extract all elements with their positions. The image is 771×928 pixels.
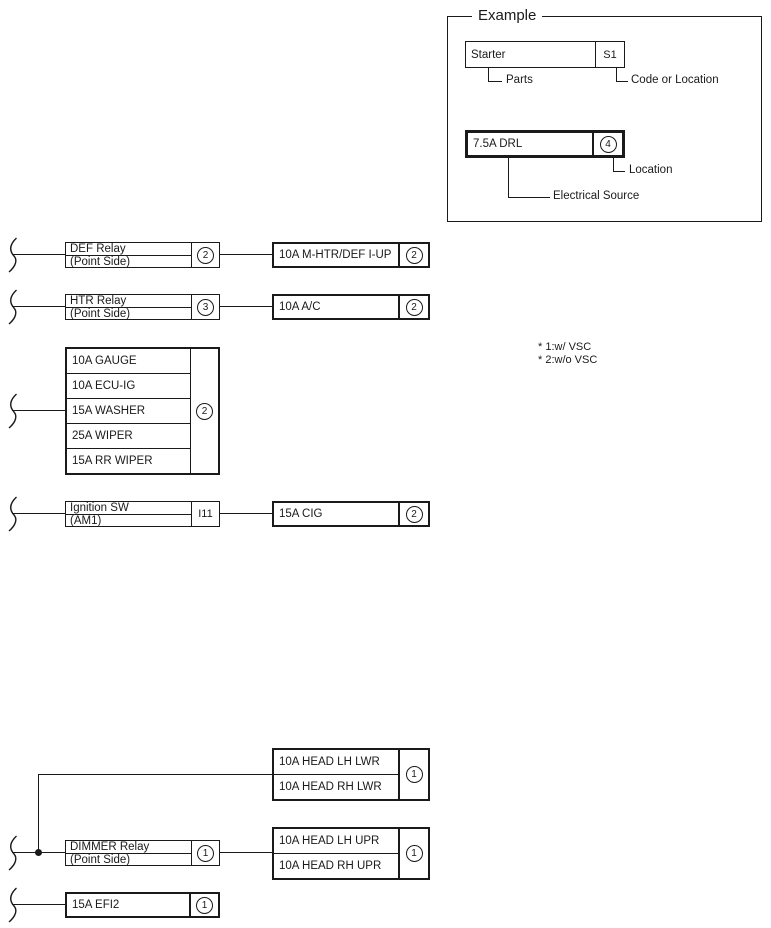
location-circle: 2 [406,299,423,316]
head-upr-labels [274,829,398,878]
callout-line [613,158,614,171]
code-text: I11 [198,508,213,520]
parts-caption: Parts [506,74,533,86]
dimmer-relay-box [65,840,220,866]
wire-break-icon [5,393,19,429]
fuse-name: 15A WASHER [67,399,190,424]
fuse-name: 10A M-HTR/DEF I-UP [279,249,392,261]
head-lwr-labels [274,750,398,799]
fuse-location-cell [398,829,428,878]
location-circle: 2 [406,506,423,523]
fuse-name: 10A HEAD LH UPR [274,829,398,854]
wire [12,852,65,853]
head-upr-fuse-box [272,827,430,880]
wire [220,513,272,514]
fuse-stack-location-cell [190,349,218,473]
fuse-name: 10A HEAD RH LWR [279,781,382,793]
dimmer-relay-location-cell [191,841,219,865]
relay-name: DEF Relay [66,243,191,256]
def-relay-box [65,242,220,268]
callout-line [613,171,625,172]
wire-break-icon [5,496,19,532]
fuse-location-cell [398,296,428,318]
location-circle: 2 [196,403,213,420]
callout-line [488,81,502,82]
fuse-name: 15A RR WIPER [72,455,153,467]
fuse-location-cell [189,894,218,916]
wire [38,774,39,853]
vsc-notes [538,341,597,367]
ac-fuse-box [272,294,430,320]
code-or-location-caption: Code or Location [631,74,719,86]
location-circle: 3 [197,299,214,316]
example-source-box [465,130,625,158]
wire [220,306,272,307]
fuse-name: 15A CIG [279,508,323,520]
location-circle: 2 [406,247,423,264]
callout-line [508,197,550,198]
relay-name: HTR Relay [66,295,191,308]
note-line-1: * 1:w/ VSC [538,341,592,353]
fuse-name: 10A GAUGE [67,349,190,374]
example-code-cell [595,42,624,67]
location-circle: 2 [197,247,214,264]
location-circle: 1 [196,897,213,914]
wire [12,513,65,514]
htr-relay-box [65,294,220,320]
relay-side: (Point Side) [70,308,131,320]
fuse-location-cell [398,244,428,266]
head-lwr-fuse-box [272,748,430,801]
fuse-name: 10A ECU-IG [67,374,190,399]
fuse-name: 10A HEAD LH LWR [274,750,398,775]
location-circle: 1 [197,845,214,862]
def-relay-label [66,243,191,267]
cig-fuse-box [272,501,430,527]
wire [220,254,272,255]
callout-line [616,81,628,82]
example-code-text: S1 [603,48,617,61]
wire [12,254,65,255]
dimmer-relay-label [66,841,191,865]
htr-relay-label [66,295,191,319]
relay-name: DIMMER Relay [66,841,191,854]
fuse-stack-box [65,347,220,475]
example-location-cell [592,133,622,155]
fuse-name: 15A EFI2 [72,899,120,911]
efi2-fuse-box [65,892,220,918]
fuse-name: 25A WIPER [67,424,190,449]
ignition-sw-label [66,502,191,526]
wire-break-icon [5,835,19,871]
callout-line [616,68,617,81]
wire [12,904,65,905]
wire [12,410,65,411]
example-source-label: 7.5A DRL [473,138,523,150]
fuse-stack-labels [67,349,190,473]
relay-side: (Point Side) [70,256,131,268]
location-caption: Location [629,164,673,176]
wire [220,852,272,853]
wire [38,774,272,775]
electrical-source-caption: Electrical Source [553,190,640,202]
callout-line [488,68,489,81]
fuse-name: 10A A/C [279,301,321,313]
example-parts-box [465,41,625,68]
part-sub: (AM1) [70,515,102,527]
ignition-sw-code-cell [191,502,219,526]
wire-break-icon [5,887,19,923]
htr-relay-location-cell [191,295,219,319]
fuse-location-cell [398,750,428,799]
example-title: Example [472,7,542,24]
note-line-2: * 2:w/o VSC [538,354,598,366]
fuse-name: 10A HEAD RH UPR [279,860,382,872]
ignition-sw-box [65,501,220,527]
part-name: Ignition SW [66,502,191,515]
location-circle: 1 [406,845,423,862]
fuse-location-cell [398,503,428,525]
wire-break-icon [5,237,19,273]
callout-line [508,158,509,197]
wire-break-icon [5,289,19,325]
mhtr-fuse-box [272,242,430,268]
def-relay-location-cell [191,243,219,267]
location-circle: 1 [406,766,423,783]
wire [12,306,65,307]
example-parts-label: Starter [471,48,506,61]
relay-side: (Point Side) [70,854,131,866]
location-circle: 4 [600,136,617,153]
